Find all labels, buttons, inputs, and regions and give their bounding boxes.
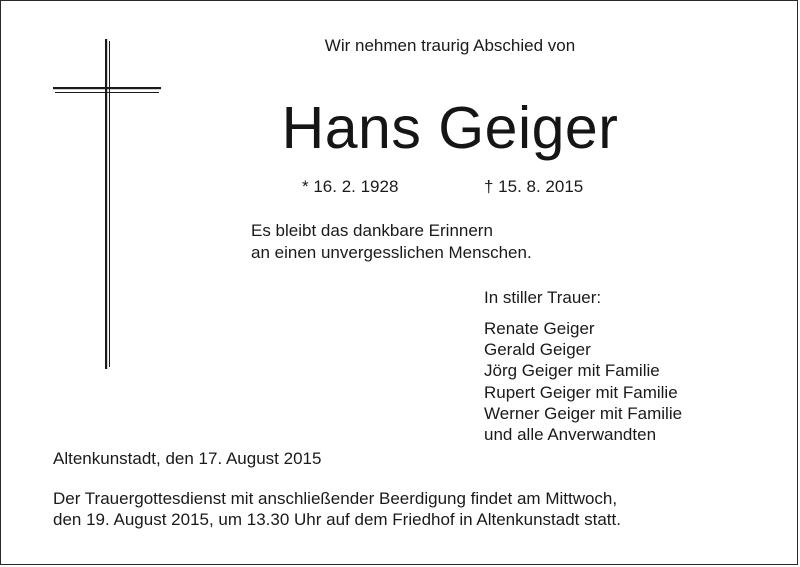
service-line: den 19. August 2015, um 13.30 Uhr auf dem Friedhof in Altenkunstadt statt. (53, 510, 621, 529)
mourner-item: und alle Anverwandten (484, 425, 657, 445)
mourner-item: Gerald Geiger (484, 340, 591, 360)
cross-icon (53, 39, 161, 369)
memory-line: Es bleibt das dankbare Erinnern (251, 221, 493, 240)
deceased-name: Hans Geiger (281, 95, 619, 161)
mourning-heading: In stiller Trauer: (484, 288, 602, 307)
mourner-item: Renate Geiger (484, 319, 595, 338)
death-date: † 15. 8. 2015 (484, 177, 584, 196)
memory-text (251, 220, 532, 264)
service-info (53, 488, 621, 530)
memory-line: an einen unvergesslichen Menschen. (251, 243, 532, 262)
mourners-list (484, 318, 682, 445)
mourner-item: Werner Geiger mit Familie (484, 403, 683, 423)
mourner-item: Rupert Geiger mit Familie (484, 382, 678, 402)
mourner-item: Jörg Geiger mit Familie (484, 361, 660, 381)
place-and-date: Altenkunstadt, den 17. August 2015 (53, 449, 322, 468)
intro-text: Wir nehmen traurig Abschied von (324, 36, 576, 55)
service-line: Der Trauergottesdienst mit anschließender Beerdigung findet am Mittwoch, (53, 489, 618, 508)
birth-date: * 16. 2. 1928 (302, 177, 399, 196)
